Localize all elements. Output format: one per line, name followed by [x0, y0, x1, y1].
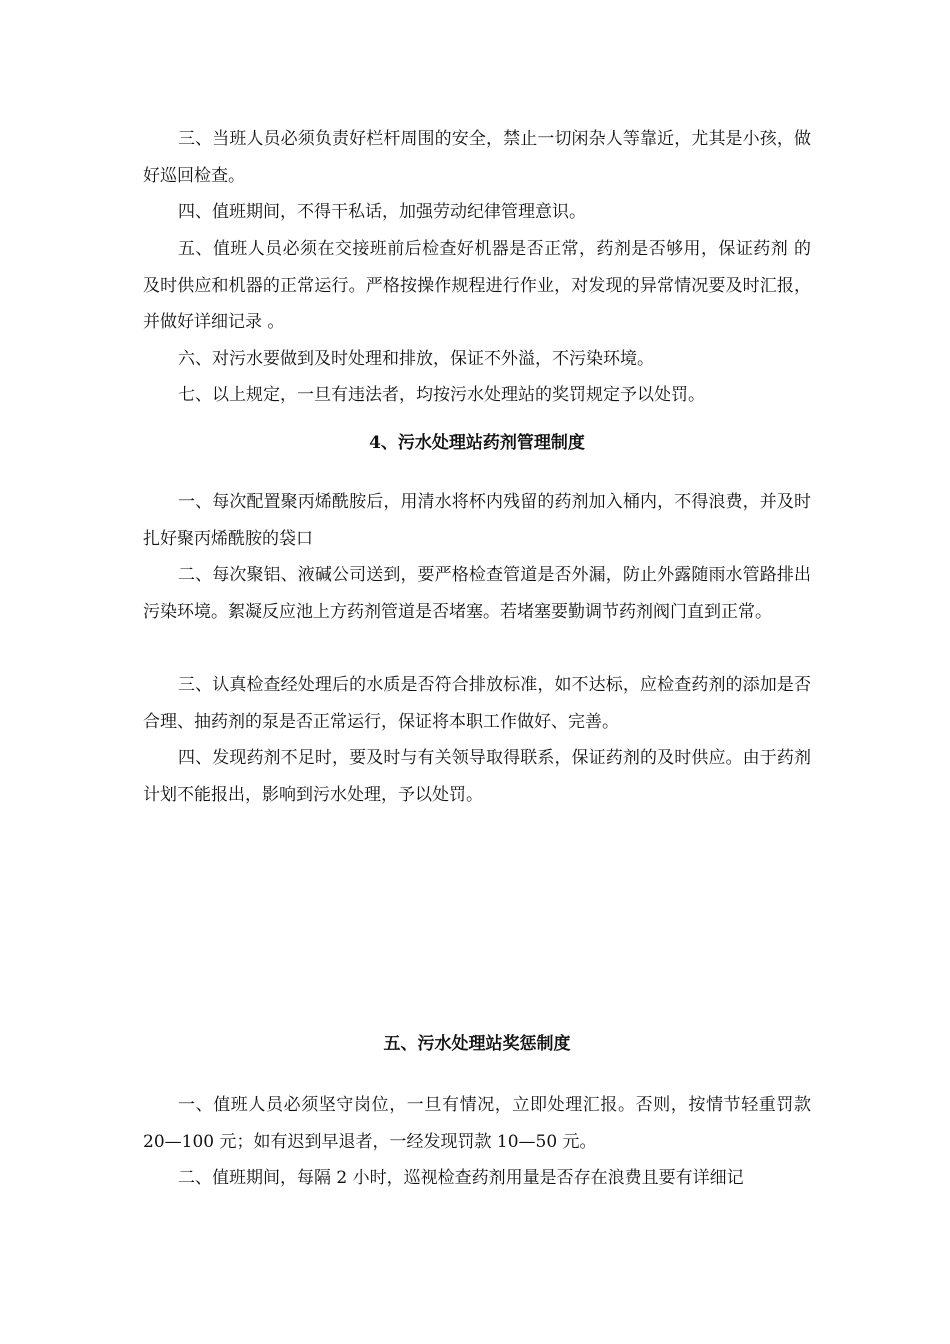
paragraph-penalty-rule: 七、以上规定，一旦有违法者，均按污水处理站的奖罚规定予以处罚。: [178, 385, 705, 405]
paragraph-labor-discipline: 四、值班期间，不得干私话，加强劳动纪律管理意识。: [178, 202, 586, 222]
section-4-title: 4、污水处理站药剂管理制度: [369, 433, 585, 453]
paragraph-timely-discharge: 六、对污水要做到及时处理和排放，保证不外溢，不污染环境。: [178, 349, 654, 369]
section-5-title: 五、污水处理站奖惩制度: [383, 1034, 571, 1054]
paragraph-water-quality: 三、认真检查经处理后的水质是否符合排放标准，如不达标，应检查药剂的添加是否合理、抽药剂的泵是否正常运行，保证将本职工作做好、完善。: [143, 675, 811, 732]
paragraph-safety-railing: 三、当班人员必须负责好栏杆周围的安全，禁止一切闲杂人等靠近，尤其是小孩，做好巡回检查。: [143, 129, 811, 186]
paragraph-chemical-supply: 四、发现药剂不足时，要及时与有关领导取得联系，保证药剂的及时供应。由于药剂计划不能报出，影响到污水处理，予以处罚。: [143, 748, 811, 805]
paragraph-stay-on-post: 一、值班人员必须坚守岗位，一旦有情况，立即处理汇报。否则，按情节轻重罚款 20—100 元；如有迟到早退者，一经发现罚款 10—50 元。: [143, 1095, 811, 1152]
paragraph-inspection-interval: 二、值班期间，每隔 2 小时，巡视检查药剂用量是否存在浪费且要有详细记: [178, 1168, 744, 1188]
paragraph-pipeline-check: 二、每次聚铝、液碱公司送到，要严格检查管道是否外漏，防止外露随雨水管路排出污染环境。絮凝反应池上方药剂管道是否堵塞。若堵塞要勤调节药剂阀门直到正常。: [143, 565, 811, 622]
paragraph-shift-check: 五、值班人员必须在交接班前后检查好机器是否正常，药剂是否够用，保证药剂 的及时供应和机器的正常运行。严格按操作规程进行作业，对发现的异常情况要及时汇报，并做好详细记录 。: [143, 239, 811, 332]
paragraph-polyacrylamide: 一、每次配置聚丙烯酰胺后，用清水将杯内残留的药剂加入桶内，不得浪费，并及时扎好聚丙烯酰胺的袋口: [143, 492, 811, 549]
